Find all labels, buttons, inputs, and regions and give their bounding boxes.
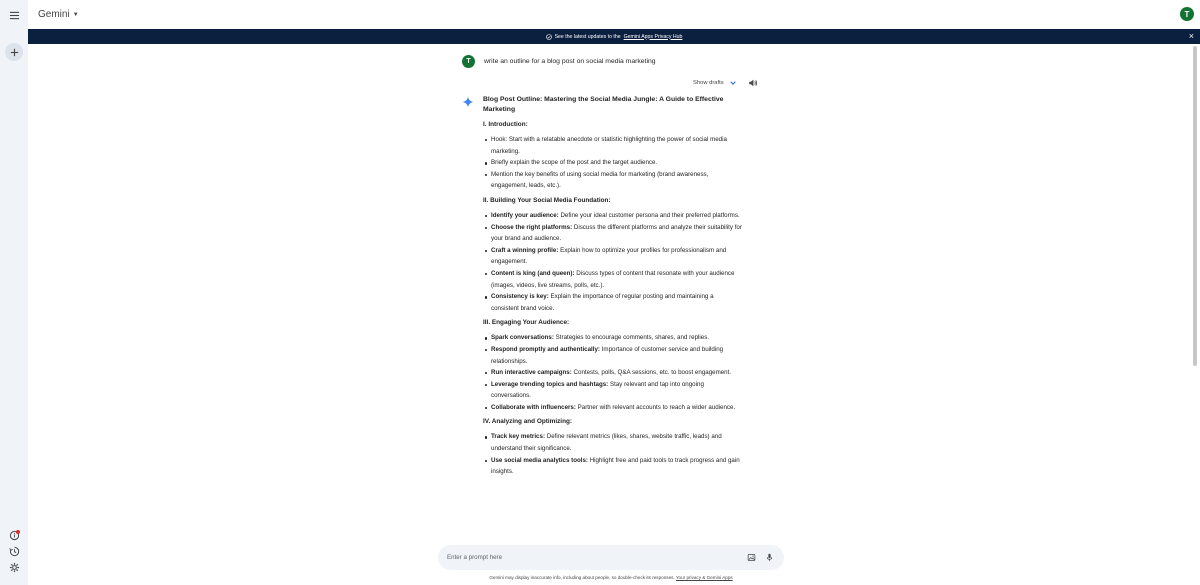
account-avatar[interactable]: T (1180, 7, 1194, 21)
close-icon[interactable]: × (1188, 31, 1194, 41)
section-heading: II. Building Your Social Media Foundation: (483, 196, 611, 204)
app-title: Gemini (38, 9, 70, 20)
new-chat-button[interactable] (5, 43, 23, 61)
user-prompt-text: write an outline for a blog post on social media marketing (484, 58, 656, 65)
notification-dot (16, 530, 20, 534)
list-item: Mention the key benefits of using social media for marketing (brand awareness, engagement, leads, etc.). (483, 169, 743, 192)
section-heading: III. Engaging Your Audience: (483, 319, 570, 327)
section-heading: IV. Analyzing and Optimizing: (483, 418, 572, 426)
privacy-link[interactable]: Your privacy & Gemini Apps (675, 575, 733, 580)
mic-icon[interactable] (765, 553, 774, 562)
user-avatar: T (462, 55, 475, 68)
list-item: Hook: Start with a relatable anecdote or statistic highlighting the power of social media marketing. (483, 134, 743, 157)
model-switcher[interactable] (38, 9, 79, 20)
show-drafts-button[interactable] (693, 79, 737, 87)
banner-link[interactable]: Gemini Apps Privacy Hub (623, 33, 683, 40)
list-item: Briefly explain the scope of the post and the target audience. (483, 157, 743, 169)
list-item: Choose the right platforms: Discuss the different platforms and analyze their suitability for your brand and audience. (483, 222, 743, 245)
list-item: Identify your audience: Define your ideal customer persona and their preferred platforms. (483, 210, 743, 222)
user-message (462, 55, 656, 68)
speaker-icon[interactable] (748, 78, 758, 88)
list-item: Use social media analytics tools: Highlight free and paid tools to track progress and gain insights. (483, 455, 743, 478)
list-item: Respond promptly and authentically: Importance of customer service and building relationships. (483, 344, 743, 367)
section-list (483, 431, 743, 477)
banner-text: See the latest updates to the (554, 33, 621, 40)
list-item: Content is king (and queen): Discuss types of content that resonate with your audience (images, videos, live streams, polls, etc.). (483, 268, 743, 291)
caret-down-icon: ▼ (72, 11, 79, 18)
list-item: Consistency is key: Explain the importance of regular posting and maintaining a consistent brand voice. (483, 291, 743, 314)
list-item: Craft a winning profile: Explain how to optimize your profiles for professionalism and engagement. (483, 245, 743, 268)
show-drafts-label: Show drafts (693, 80, 724, 86)
prompt-bar (438, 545, 784, 570)
section-heading: I. Introduction: (483, 121, 528, 128)
response-title: Blog Post Outline: Mastering the Social Media Jungle: A Guide to Effective Marketing (483, 96, 724, 113)
chevron-down-icon (729, 79, 737, 87)
section-list (483, 134, 743, 192)
disclaimer (438, 575, 784, 580)
list-item: Track key metrics: Define relevant metrics (likes, shares, website traffic, leads) and understand their significance. (483, 431, 743, 454)
check-circle-icon (546, 34, 552, 40)
scroll-fade (448, 522, 788, 544)
gemini-spark-icon (462, 96, 474, 108)
list-item: Spark conversations: Strategies to encourage comments, shares, and replies. (483, 332, 743, 344)
section-list (483, 332, 743, 413)
conversation-area (28, 44, 1200, 585)
plus-icon (9, 47, 20, 58)
model-response (483, 95, 743, 481)
privacy-banner (28, 29, 1200, 44)
disclaimer-text: Gemini may display inaccurate info, including about people, so double-check its responses. (489, 575, 675, 580)
list-item: Run interactive campaigns: Contests, polls, Q&A sessions, etc. to boost engagement. (483, 367, 743, 379)
list-item: Leverage trending topics and hashtags: Stay relevant and tap into ongoing conversations. (483, 379, 743, 402)
image-upload-icon[interactable] (747, 553, 756, 562)
hamburger-icon[interactable] (5, 6, 23, 24)
prompt-input[interactable] (447, 554, 717, 561)
list-item: Collaborate with influencers: Partner with relevant accounts to reach a wider audience. (483, 402, 743, 414)
top-bar (28, 0, 1200, 29)
left-rail (0, 0, 28, 585)
scrollbar[interactable] (1193, 46, 1197, 366)
gear-icon[interactable] (5, 558, 23, 576)
section-list (483, 210, 743, 314)
